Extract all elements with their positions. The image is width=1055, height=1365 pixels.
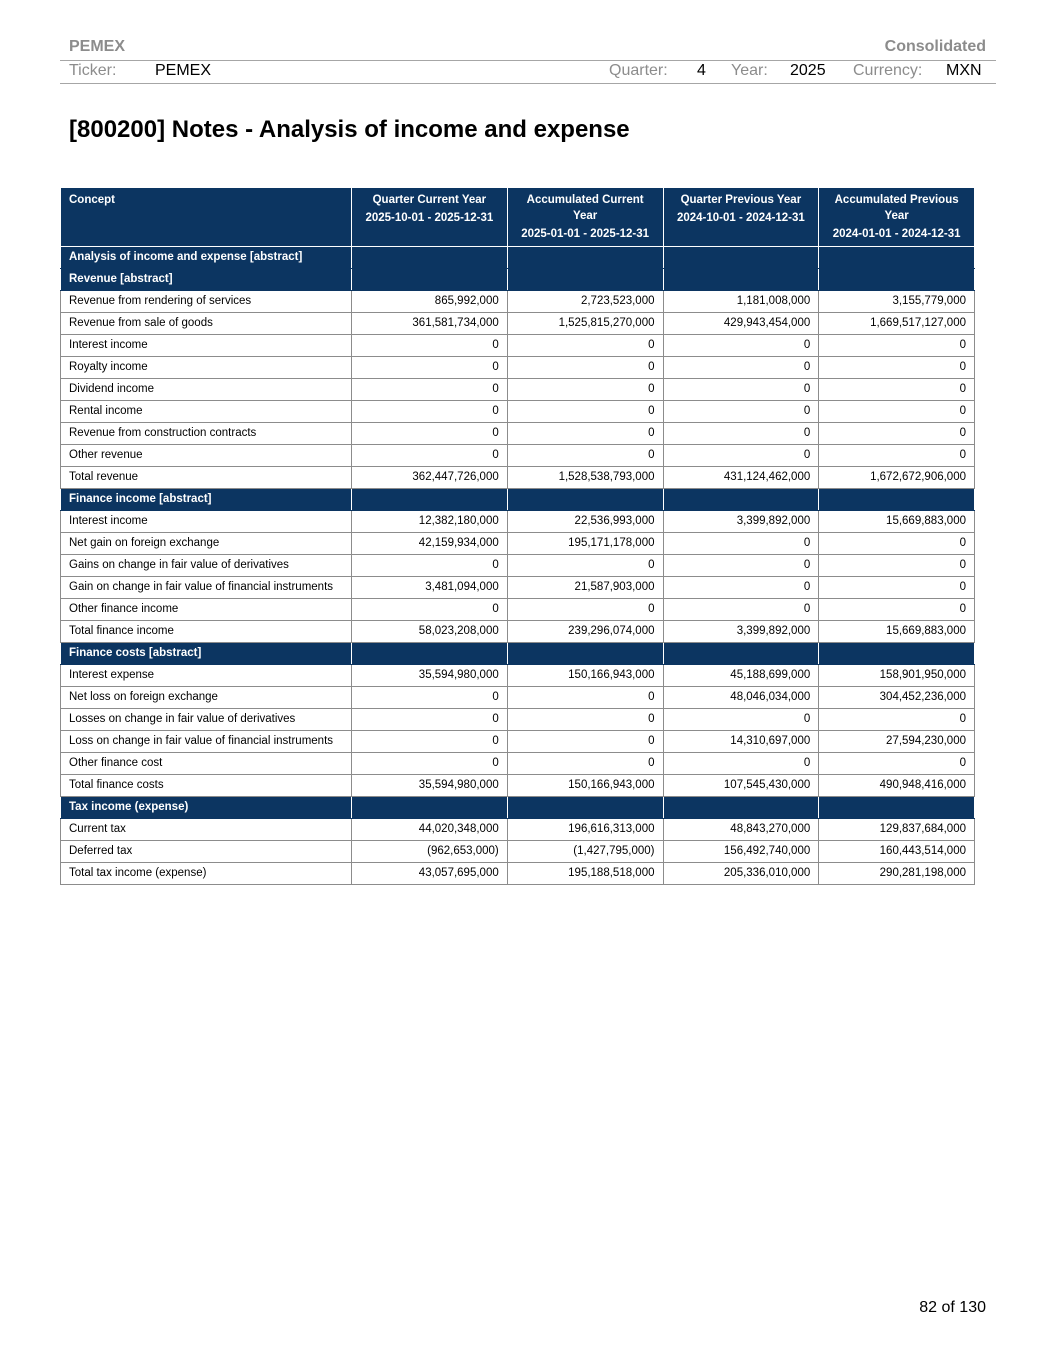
value-cell [507, 797, 663, 819]
value-cell: 490,948,416,000 [819, 775, 975, 797]
value-cell: 0 [352, 379, 508, 401]
value-cell: 0 [663, 335, 819, 357]
value-cell: 0 [819, 357, 975, 379]
value-cell [352, 247, 508, 269]
value-cell: 0 [507, 357, 663, 379]
value-cell: 431,124,462,000 [663, 467, 819, 489]
value-cell: (1,427,795,000) [507, 841, 663, 863]
period-label: 2025-01-01 - 2025-12-31 [521, 228, 650, 240]
value-cell: 1,669,517,127,000 [819, 313, 975, 335]
page-title: [800200] Notes - Analysis of income and expense [69, 116, 630, 143]
value-cell: 865,992,000 [352, 291, 508, 313]
value-cell: 14,310,697,000 [663, 731, 819, 753]
value-cell: 0 [819, 423, 975, 445]
value-cell: 129,837,684,000 [819, 819, 975, 841]
column-header-quarter-previous: Quarter Previous Year 2024-10-01 - 2024-12-31 [663, 188, 819, 247]
table-row [61, 467, 975, 489]
value-cell [819, 247, 975, 269]
concept-cell: Interest income [61, 511, 352, 533]
concept-cell: Revenue [abstract] [61, 269, 352, 291]
ticker-value: PEMEX [155, 62, 212, 79]
value-cell: 0 [352, 423, 508, 445]
value-cell: 150,166,943,000 [507, 665, 663, 687]
value-cell: 0 [352, 599, 508, 621]
value-cell: 0 [663, 533, 819, 555]
concept-cell: Interest income [61, 335, 352, 357]
column-header-quarter-current: Quarter Current Year 2025-10-01 - 2025-12-31 [352, 188, 508, 247]
value-cell: 0 [507, 731, 663, 753]
table-body [61, 247, 975, 885]
value-cell: 27,594,230,000 [819, 731, 975, 753]
table-row [61, 401, 975, 423]
value-cell [507, 489, 663, 511]
value-cell: 0 [507, 401, 663, 423]
value-cell: 150,166,943,000 [507, 775, 663, 797]
value-cell: 21,587,903,000 [507, 577, 663, 599]
section-header-row [61, 489, 975, 511]
section-header-row [61, 797, 975, 819]
concept-cell: Finance income [abstract] [61, 489, 352, 511]
value-cell: 429,943,454,000 [663, 313, 819, 335]
value-cell: 42,159,934,000 [352, 533, 508, 555]
concept-cell: Total finance income [61, 621, 352, 643]
table-header-row [61, 188, 975, 247]
value-cell: 107,545,430,000 [663, 775, 819, 797]
value-cell: 304,452,236,000 [819, 687, 975, 709]
concept-cell: Other finance cost [61, 753, 352, 775]
value-cell: 3,399,892,000 [663, 621, 819, 643]
value-cell: 1,181,008,000 [663, 291, 819, 313]
value-cell: 3,399,892,000 [663, 511, 819, 533]
consolidation-scope: Consolidated [884, 38, 986, 55]
period-label: 2025-10-01 - 2025-12-31 [365, 212, 494, 224]
value-cell [663, 247, 819, 269]
table-row [61, 379, 975, 401]
value-cell: 0 [663, 423, 819, 445]
value-cell: 239,296,074,000 [507, 621, 663, 643]
value-cell: 0 [507, 599, 663, 621]
report-meta [60, 61, 996, 84]
value-cell: 58,023,208,000 [352, 621, 508, 643]
concept-cell: Current tax [61, 819, 352, 841]
value-cell: 48,843,270,000 [663, 819, 819, 841]
concept-cell: Losses on change in fair value of derivatives [61, 709, 352, 731]
value-cell: 0 [819, 753, 975, 775]
value-cell: 196,616,313,000 [507, 819, 663, 841]
value-cell: 0 [507, 445, 663, 467]
value-cell: 3,155,779,000 [819, 291, 975, 313]
value-cell: 3,481,094,000 [352, 577, 508, 599]
value-cell [819, 643, 975, 665]
value-cell: 15,669,883,000 [819, 621, 975, 643]
table-row [61, 313, 975, 335]
quarter-label: Quarter: [609, 62, 668, 79]
value-cell: 0 [819, 709, 975, 731]
table-row [61, 775, 975, 797]
value-cell: 0 [819, 445, 975, 467]
value-cell: 0 [663, 555, 819, 577]
period-label: 2024-01-01 - 2024-12-31 [832, 228, 961, 240]
value-cell [819, 489, 975, 511]
table-row [61, 335, 975, 357]
value-cell: 45,188,699,000 [663, 665, 819, 687]
value-cell: 290,281,198,000 [819, 863, 975, 885]
value-cell: 44,020,348,000 [352, 819, 508, 841]
report-header [60, 36, 996, 61]
concept-cell: Analysis of income and expense [abstract] [61, 247, 352, 269]
value-cell: 0 [819, 599, 975, 621]
value-cell: 15,669,883,000 [819, 511, 975, 533]
value-cell: 0 [663, 599, 819, 621]
value-cell: 0 [352, 445, 508, 467]
value-cell: 2,723,523,000 [507, 291, 663, 313]
value-cell [663, 797, 819, 819]
currency-value: MXN [946, 62, 982, 79]
concept-cell: Deferred tax [61, 841, 352, 863]
value-cell: 0 [507, 709, 663, 731]
value-cell: 0 [663, 753, 819, 775]
column-header-concept: Concept [61, 188, 352, 247]
value-cell: 0 [352, 357, 508, 379]
value-cell: 0 [663, 401, 819, 423]
column-header-accumulated-current: Accumulated Current Year 2025-01-01 - 2025-12-31 [507, 188, 663, 247]
section-header-row [61, 269, 975, 291]
value-cell [663, 489, 819, 511]
concept-cell: Other revenue [61, 445, 352, 467]
value-cell [352, 797, 508, 819]
concept-cell: Revenue from rendering of services [61, 291, 352, 313]
concept-cell: Net gain on foreign exchange [61, 533, 352, 555]
page-number: 82 of 130 [919, 1299, 986, 1316]
concept-cell: Revenue from construction contracts [61, 423, 352, 445]
value-cell: 0 [819, 379, 975, 401]
value-cell: 160,443,514,000 [819, 841, 975, 863]
value-cell: 361,581,734,000 [352, 313, 508, 335]
value-cell: 35,594,980,000 [352, 775, 508, 797]
table-row [61, 555, 975, 577]
value-cell: 0 [819, 401, 975, 423]
value-cell: 0 [352, 401, 508, 423]
ticker-label: Ticker: [69, 62, 117, 79]
value-cell: 0 [819, 335, 975, 357]
value-cell: 0 [663, 379, 819, 401]
concept-cell: Tax income (expense) [61, 797, 352, 819]
table-row [61, 621, 975, 643]
value-cell: 0 [663, 357, 819, 379]
value-cell [507, 643, 663, 665]
concept-cell: Total tax income (expense) [61, 863, 352, 885]
value-cell: 0 [663, 445, 819, 467]
year-value: 2025 [790, 62, 826, 79]
value-cell: (962,653,000) [352, 841, 508, 863]
table-row [61, 445, 975, 467]
value-cell: 0 [507, 423, 663, 445]
value-cell [352, 489, 508, 511]
concept-cell: Interest expense [61, 665, 352, 687]
concept-cell: Revenue from sale of goods [61, 313, 352, 335]
value-cell: 0 [352, 709, 508, 731]
table-row [61, 291, 975, 313]
table-row [61, 665, 975, 687]
value-cell: 0 [819, 533, 975, 555]
value-cell [507, 269, 663, 291]
value-cell: 0 [352, 731, 508, 753]
value-cell: 22,536,993,000 [507, 511, 663, 533]
value-cell: 205,336,010,000 [663, 863, 819, 885]
concept-cell: Loss on change in fair value of financial instruments [61, 731, 352, 753]
quarter-value: 4 [697, 62, 706, 79]
section-header-row [61, 643, 975, 665]
value-cell: 0 [352, 687, 508, 709]
value-cell: 195,188,518,000 [507, 863, 663, 885]
table-row [61, 511, 975, 533]
table-row [61, 731, 975, 753]
concept-cell: Finance costs [abstract] [61, 643, 352, 665]
value-cell: 362,447,726,000 [352, 467, 508, 489]
value-cell [819, 269, 975, 291]
value-cell [663, 269, 819, 291]
table-row [61, 577, 975, 599]
concept-cell: Rental income [61, 401, 352, 423]
table-row [61, 841, 975, 863]
value-cell: 0 [819, 577, 975, 599]
value-cell [352, 643, 508, 665]
value-cell: 0 [507, 555, 663, 577]
section-header-row [61, 247, 975, 269]
concept-cell: Total revenue [61, 467, 352, 489]
table-row [61, 753, 975, 775]
table-row [61, 687, 975, 709]
value-cell: 1,525,815,270,000 [507, 313, 663, 335]
value-cell: 43,057,695,000 [352, 863, 508, 885]
concept-cell: Total finance costs [61, 775, 352, 797]
value-cell: 0 [819, 555, 975, 577]
value-cell: 0 [352, 753, 508, 775]
concept-cell: Royalty income [61, 357, 352, 379]
currency-label: Currency: [853, 62, 923, 79]
value-cell: 0 [663, 577, 819, 599]
company-name: PEMEX [69, 38, 126, 55]
value-cell: 35,594,980,000 [352, 665, 508, 687]
value-cell [663, 643, 819, 665]
concept-cell: Gains on change in fair value of derivatives [61, 555, 352, 577]
table-row [61, 863, 975, 885]
value-cell: 195,171,178,000 [507, 533, 663, 555]
value-cell: 156,492,740,000 [663, 841, 819, 863]
income-expense-table [60, 187, 975, 885]
value-cell: 1,672,672,906,000 [819, 467, 975, 489]
concept-cell: Net loss on foreign exchange [61, 687, 352, 709]
value-cell: 0 [507, 379, 663, 401]
value-cell: 0 [352, 335, 508, 357]
value-cell: 48,046,034,000 [663, 687, 819, 709]
table-row [61, 423, 975, 445]
value-cell: 0 [507, 753, 663, 775]
table-row [61, 533, 975, 555]
concept-cell: Dividend income [61, 379, 352, 401]
table-row [61, 709, 975, 731]
value-cell: 158,901,950,000 [819, 665, 975, 687]
table-row [61, 357, 975, 379]
concept-cell: Gain on change in fair value of financial instruments [61, 577, 352, 599]
concept-cell: Other finance income [61, 599, 352, 621]
period-label: 2024-10-01 - 2024-12-31 [676, 212, 805, 224]
table-row [61, 599, 975, 621]
value-cell: 1,528,538,793,000 [507, 467, 663, 489]
value-cell [507, 247, 663, 269]
year-label: Year: [731, 62, 768, 79]
table-row [61, 819, 975, 841]
value-cell: 0 [507, 335, 663, 357]
value-cell: 12,382,180,000 [352, 511, 508, 533]
value-cell: 0 [507, 687, 663, 709]
value-cell: 0 [663, 709, 819, 731]
value-cell: 0 [352, 555, 508, 577]
value-cell [352, 269, 508, 291]
value-cell [819, 797, 975, 819]
column-header-accumulated-previous: Accumulated Previous Year 2024-01-01 - 2024-12-31 [819, 188, 975, 247]
